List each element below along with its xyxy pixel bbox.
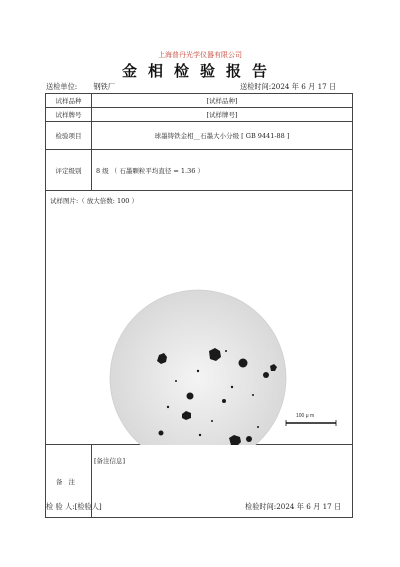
inspector-label: 检 验 人: [46, 502, 75, 511]
inspector-value: [检验人] [74, 502, 102, 511]
row-sample-no [46, 108, 352, 122]
sample-name-value: [试样品种] [206, 97, 238, 105]
scale-bar-label: 100 μ m [296, 413, 315, 419]
photo-label: 试样图片:（ 放大倍数: 100 ） [50, 197, 138, 205]
inspector [46, 502, 102, 512]
test-item-value: 球墨铸铁金相__石墨大小分级 [ GB 9441-88 ] [154, 132, 290, 140]
micrograph [46, 191, 352, 445]
remark-value: [备注信息] [94, 457, 126, 465]
sample-no-value: [试样牌号] [206, 111, 238, 119]
submitting-unit [46, 82, 115, 92]
sample-no-label: 试样牌号 [46, 108, 92, 121]
test-item-label: 检验项目 [46, 122, 92, 149]
micrograph-field [110, 290, 286, 445]
sample-name-label: 试样品种 [46, 94, 92, 107]
company-name: 上海普丹光学仪器有限公司 [158, 51, 242, 59]
remark-label: 备注 [46, 445, 92, 517]
row-test-item [46, 122, 352, 150]
submission-date-value: 2024 年 6 月 17 日 [271, 82, 337, 91]
submitting-unit-value: 钢铁厂 [93, 82, 116, 91]
row-sample-name [46, 94, 352, 108]
submitting-unit-label: 送检单位: [46, 82, 78, 91]
report-title: 金相检验报告 [121, 62, 278, 80]
grade-label: 评定级别 [46, 150, 92, 190]
row-grade [46, 150, 352, 191]
inspection-date-value: 2024 年 6 月 17 日 [276, 502, 342, 511]
inspection-date-label: 检验时间: [245, 502, 277, 511]
report-table [45, 93, 353, 518]
submission-date-label: 送检时间: [240, 82, 272, 91]
submission-date [240, 82, 336, 92]
photo-section [46, 191, 352, 445]
grade-value: 8 级 （ 石墨颗粒平均直径 = 1.36 ） [96, 166, 204, 175]
inspection-date [245, 502, 341, 512]
